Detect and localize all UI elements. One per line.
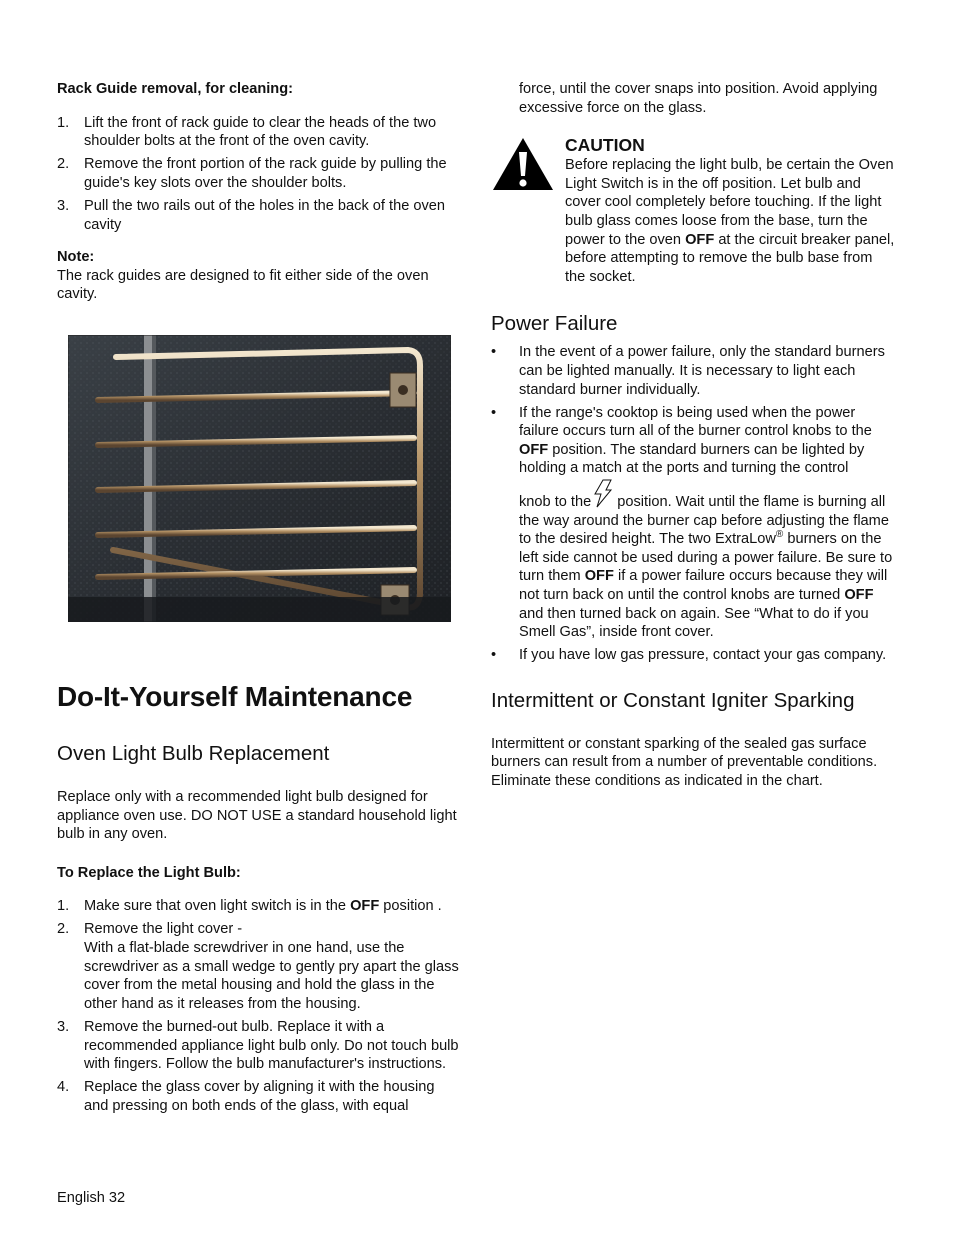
caution-box [491,134,896,286]
right-column [491,80,896,791]
caution-text: Before replacing the light bulb, be certain the Oven Light Switch is in the off position. Let bulb and cover cool completely before touching. If the light bulb glass comes loose from the base, turn the power to the oven OFF at the circuit breaker panel, before attempting to remove the bulb base from the socket. [565,157,895,285]
list-item: • If the range's cooktop is being used when the power failure occurs turn all of the burner control knobs to the OFF position. The standard burners can be lighted by holding a match at the ports and turning the control knob to the position. Wait until the flame is burning all the way around the burner cap before adjusting the flame to the desired height. The two ExtraLow® burners on the left side cannot be used during a power failure. Be sure to turn them OFF if a power failure occurs because they will not turn back on until the control knobs are turned OFF and then turned back on again. See “What to do if you Smell Gas”, inside front cover. [491,404,893,641]
continued-step-text: force, until the cover snaps into position. Avoid applying excessive force on the glass. [519,81,878,116]
list-item: 2. Remove the light cover - With a flat-blade screwdriver in one hand, use the screwdriver as a small wedge to gently pry apart the glass cover from the metal housing and hold the glass in the other hand as it releases from the housing. [57,921,459,1012]
list-item: 2. Remove the front portion of the rack guide by pulling the guide's key slots over the shoulder bolts. [57,156,447,191]
rack-guide-steps [57,114,462,235]
igniter-sparking-title: Intermittent or Constant Igniter Sparking [491,688,855,712]
list-item: 1. Lift the front of rack guide to clear the heads of the two shoulder bolts at the front of the oven cavity. [57,114,437,150]
warning-triangle-icon [491,136,555,192]
list-item: 3. Remove the burned-out bulb. Replace it with a recommended appliance light bulb only. Do not touch bulb with fingers. Follow the bulb manufacturer's instructions. [57,1018,459,1073]
caution-title: CAUTION [565,135,645,156]
igniter-text: Intermittent or constant sparking of the sealed gas surface burners can result from a number of preventable conditions. Eliminate these conditions as indicated in the chart. [491,735,878,790]
note-label: Note: [57,249,95,266]
power-failure-title: Power Failure [491,312,618,336]
rack-guide-photo [68,335,451,622]
list-item: • If you have low gas pressure, contact your gas company. [491,647,887,664]
replace-bulb-steps [57,897,462,1115]
list-item: 4. Replace the glass cover by aligning it with the housing and pressing on both ends of the glass, with equal [57,1079,435,1114]
note-text: The rack guides are designed to fit either side of the oven cavity. [57,267,429,303]
bulb-replacement-title: Oven Light Bulb Replacement [57,742,330,765]
spark-lightning-icon [591,478,613,508]
maintenance-section [57,680,462,1120]
rack-guide-heading: Rack Guide removal, for cleaning: [57,81,294,97]
replace-bulb-heading: To Replace the Light Bulb: [57,864,241,881]
power-failure-list [491,343,896,665]
page-footer: English 32 [57,1190,126,1206]
list-item: • In the event of a power failure, only the standard burners can be lighted manually. It is necessary to light each standard burner individually. [491,344,885,398]
bulb-intro: Replace only with a recommended light bulb designed for appliance oven use. DO NOT USE a standard household light bulb in any oven. [57,789,457,843]
list-item: 1. Make sure that oven light switch is in the OFF position . [57,898,442,915]
page-title: Do-It-Yourself Maintenance [57,681,413,712]
left-column [57,80,462,304]
list-item: 3. Pull the two rails out of the holes in the back of the oven cavity [57,197,446,233]
